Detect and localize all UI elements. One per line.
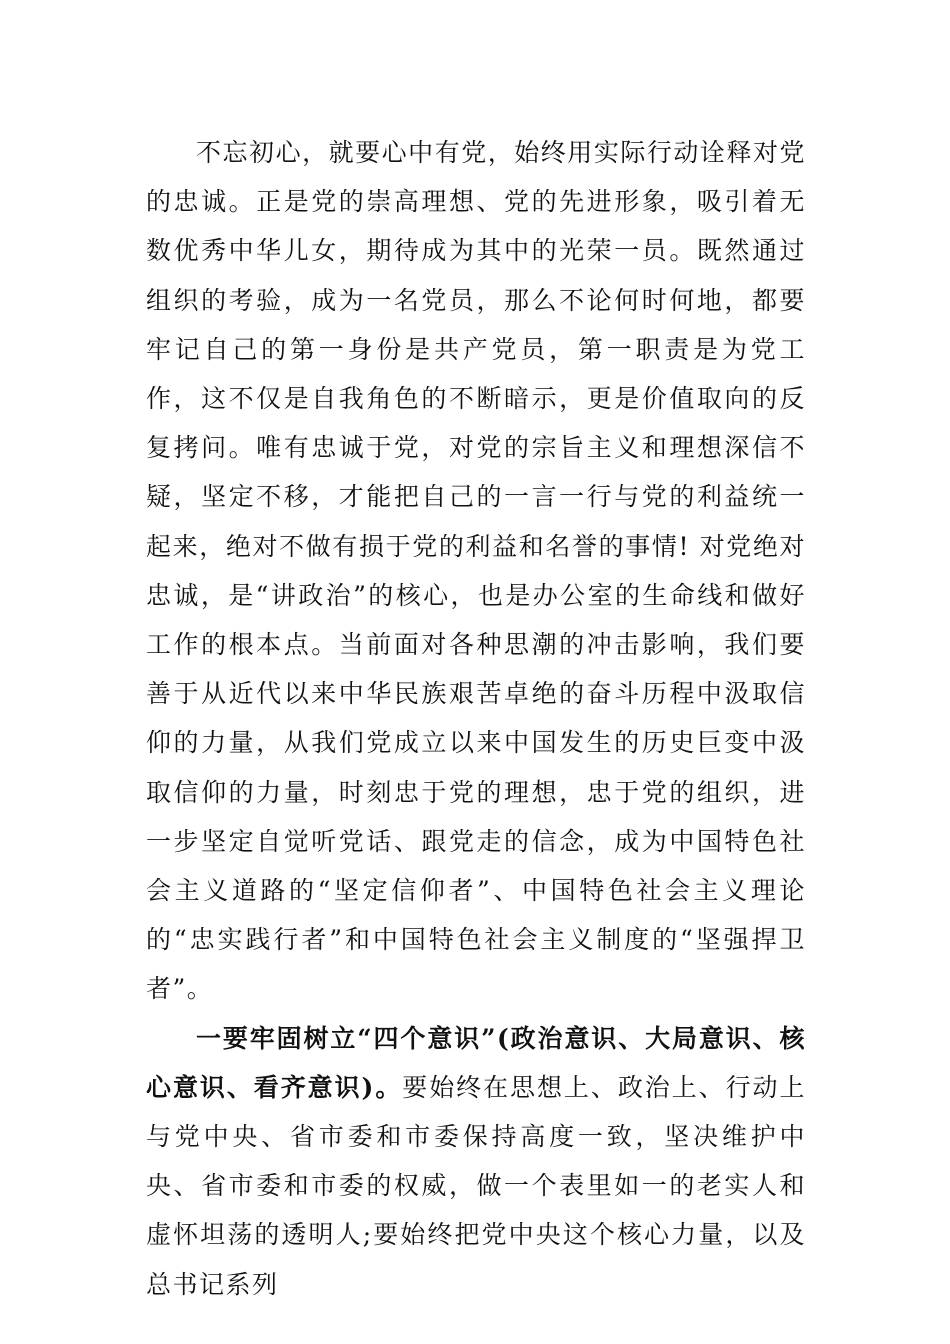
paragraph-lead-heading: 一要牢固树立“四个意识”(政治意识、大局意识、核心意识、看齐意识)。 — [146, 1023, 806, 1102]
paragraph-four-consciousness — [146, 1014, 806, 1309]
document-body — [146, 128, 806, 1309]
paragraph-loyalty: 不忘初心，就要心中有党，始终用实际行动诠释对党的忠诚。正是党的崇高理想、党的先进形象，吸引着无数优秀中华儿女，期待成为其中的光荣一员。既然通过组织的考验，成为一名党员，那么不论何时何地，都要牢记自己的第一身份是共产党员，第一职责是为党工作，这不仅是自我角色的不断暗示，更是价值取向的反复拷问。唯有忠诚于党，对党的宗旨主义和理想深信不疑，坚定不移，才能把自己的一言一行与党的利益统一起来，绝对不做有损于党的利益和名誉的事情! 对党绝对忠诚，是“讲政治”的核心，也是办公室的生命线和做好工作的根本点。当前面对各种思潮的冲击影响，我们要善于从近代以来中华民族艰苦卓绝的奋斗历程中汲取信仰的力量，从我们党成立以来中国发生的历史巨变中汲取信仰的力量，时刻忠于党的理想，忠于党的组织，进一步坚定自觉听党话、跟党走的信念，成为中国特色社会主义道路的“坚定信仰者”、中国特色社会主义理论的“忠实践行者”和中国特色社会主义制度的“坚强捍卫者”。 — [146, 138, 806, 1004]
paragraph-body-text: 要始终在思想上、政治上、行动上与党中央、省市委和市委保持高度一致，坚决维护中央、省市委和市委的权威，做一个表里如一的老实人和虚怀坦荡的透明人;要始终把党中央这个核心力量，以及总书记系列 — [146, 1072, 806, 1299]
